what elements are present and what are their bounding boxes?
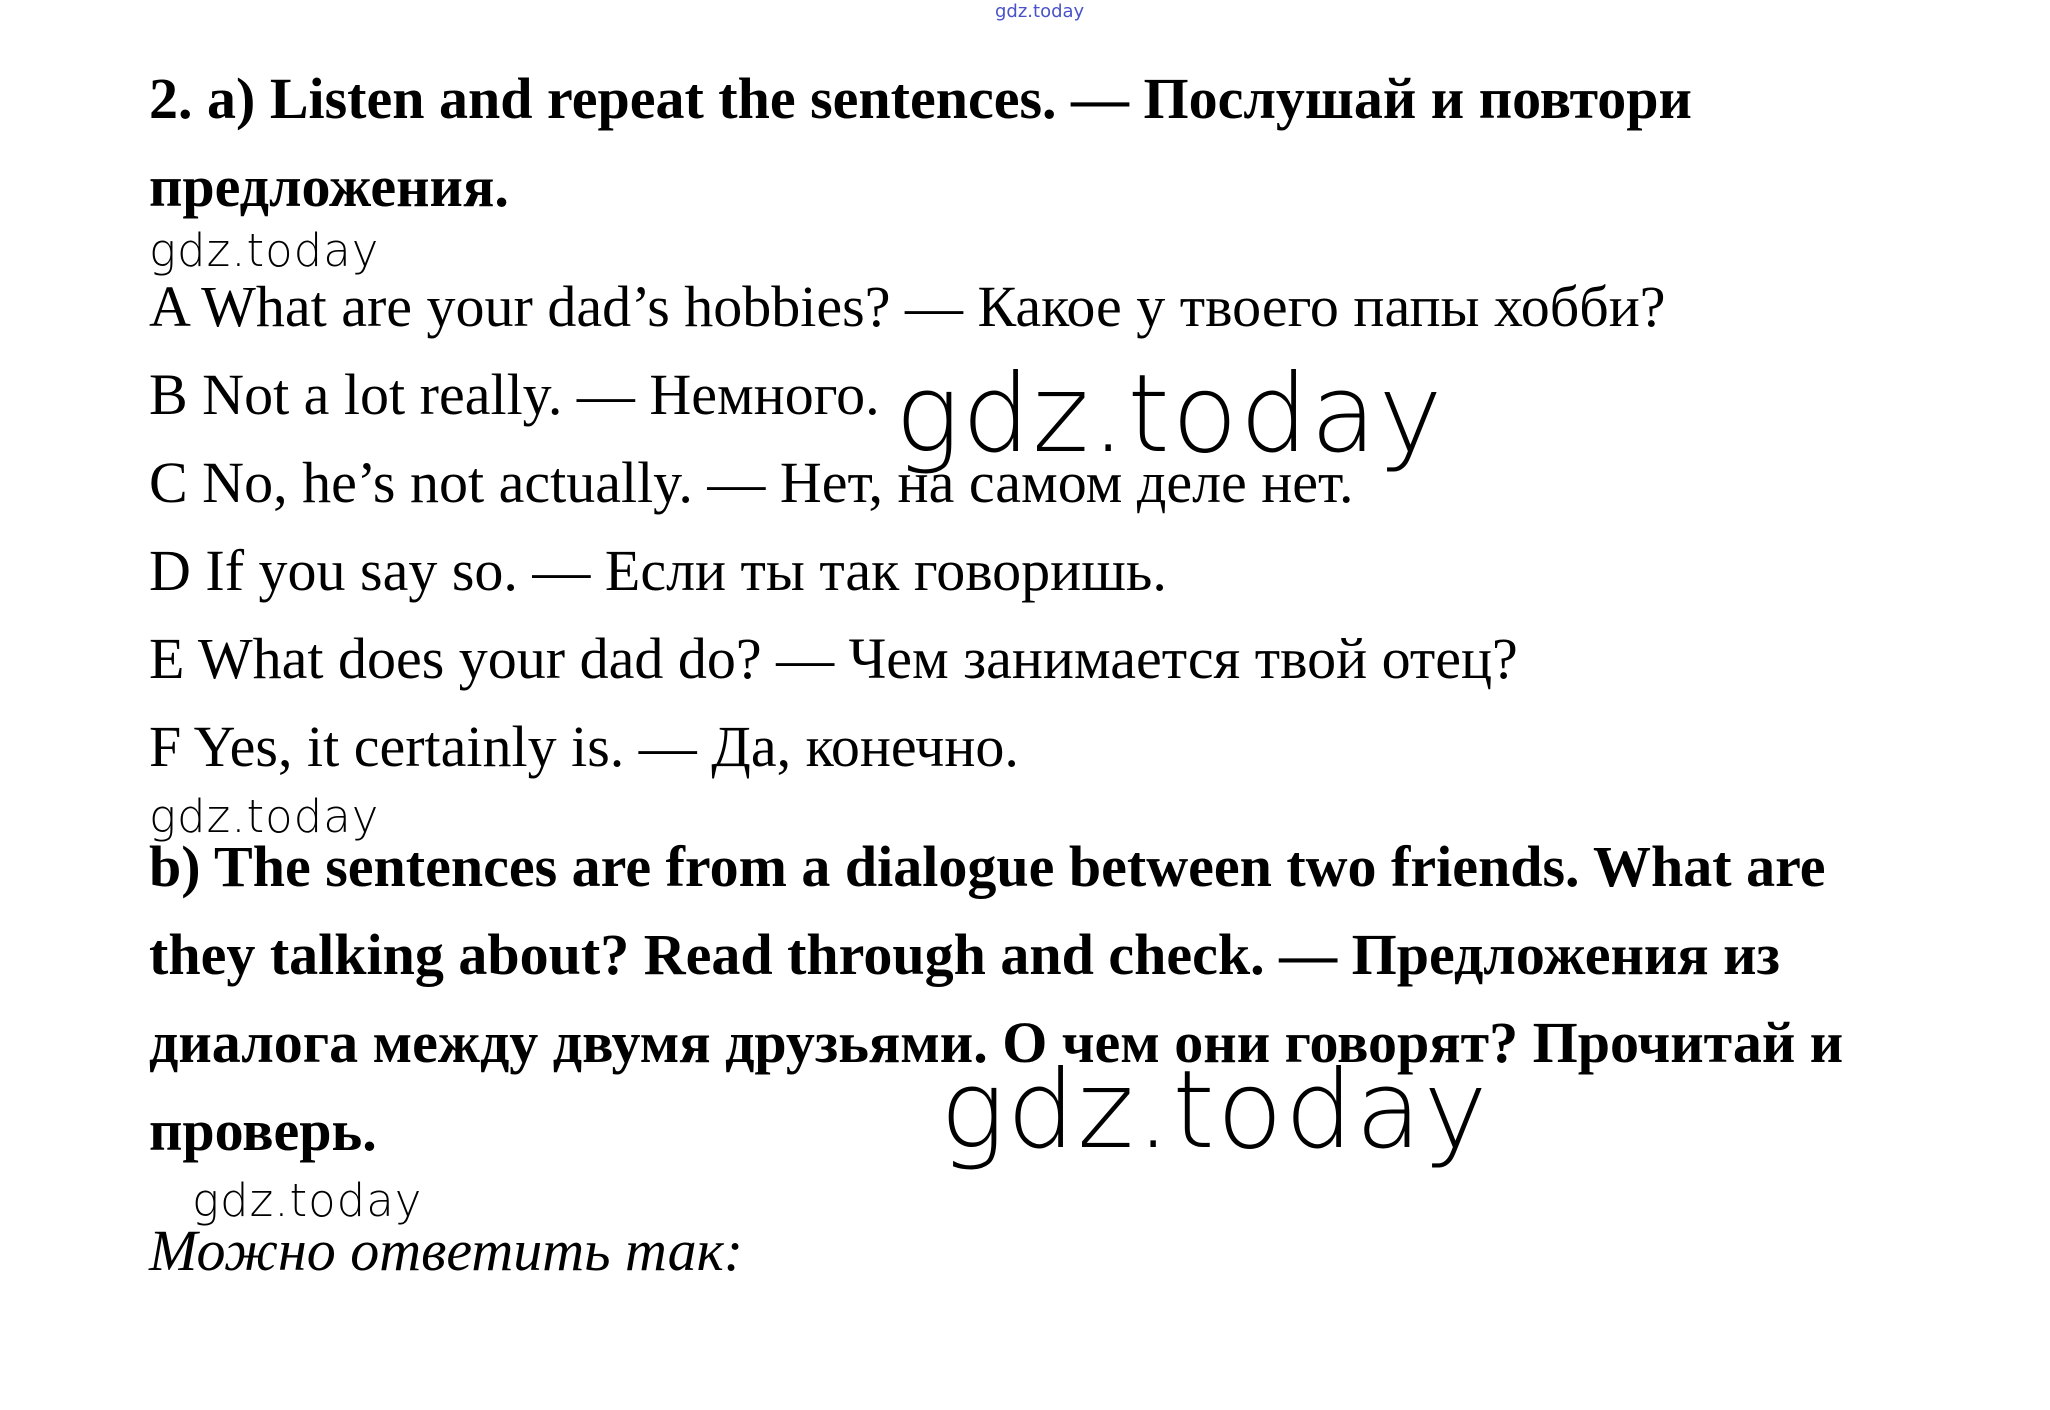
sentence-e: E What does your dad do? — Чем занимается твой отец? bbox=[149, 626, 1518, 691]
watermark: gdz.today bbox=[149, 790, 380, 843]
task-b-heading-line-3: диалога между двумя друзьями. О чем они говорят? Прочитай и bbox=[149, 1010, 1844, 1075]
answer-intro: Можно ответить так: bbox=[149, 1218, 744, 1283]
watermark-large: gdz.today bbox=[940, 1048, 1490, 1173]
sentence-f: F Yes, it certainly is. — Да, конечно. bbox=[149, 714, 1019, 779]
task-a-heading-line-1: 2. a) Listen and repeat the sentences. — Послушай и повтори bbox=[149, 66, 1692, 131]
task-b-heading-line-1: b) The sentences are from a dialogue between two friends. What are bbox=[149, 834, 1826, 899]
watermark: gdz.today bbox=[192, 1174, 423, 1227]
watermark-top: gdz.today bbox=[995, 1, 1085, 22]
task-a-heading-line-2: предложения. bbox=[149, 154, 509, 219]
sentence-c: C No, he’s not actually. — Нет, на самом деле нет. bbox=[149, 450, 1354, 515]
sentence-a: A What are your dad’s hobbies? — Какое у твоего папы хобби? bbox=[149, 274, 1666, 339]
sentence-b: B Not a lot really. — Немного. bbox=[149, 362, 880, 427]
task-b-heading-line-2: they talking about? Read through and check. — Предложения из bbox=[149, 922, 1780, 987]
task-b-heading-line-4: проверь. bbox=[149, 1098, 377, 1163]
watermark: gdz.today bbox=[149, 224, 380, 277]
watermark-large: gdz.today bbox=[895, 352, 1445, 477]
sentence-d: D If you say so. — Если ты так говоришь. bbox=[149, 538, 1167, 603]
